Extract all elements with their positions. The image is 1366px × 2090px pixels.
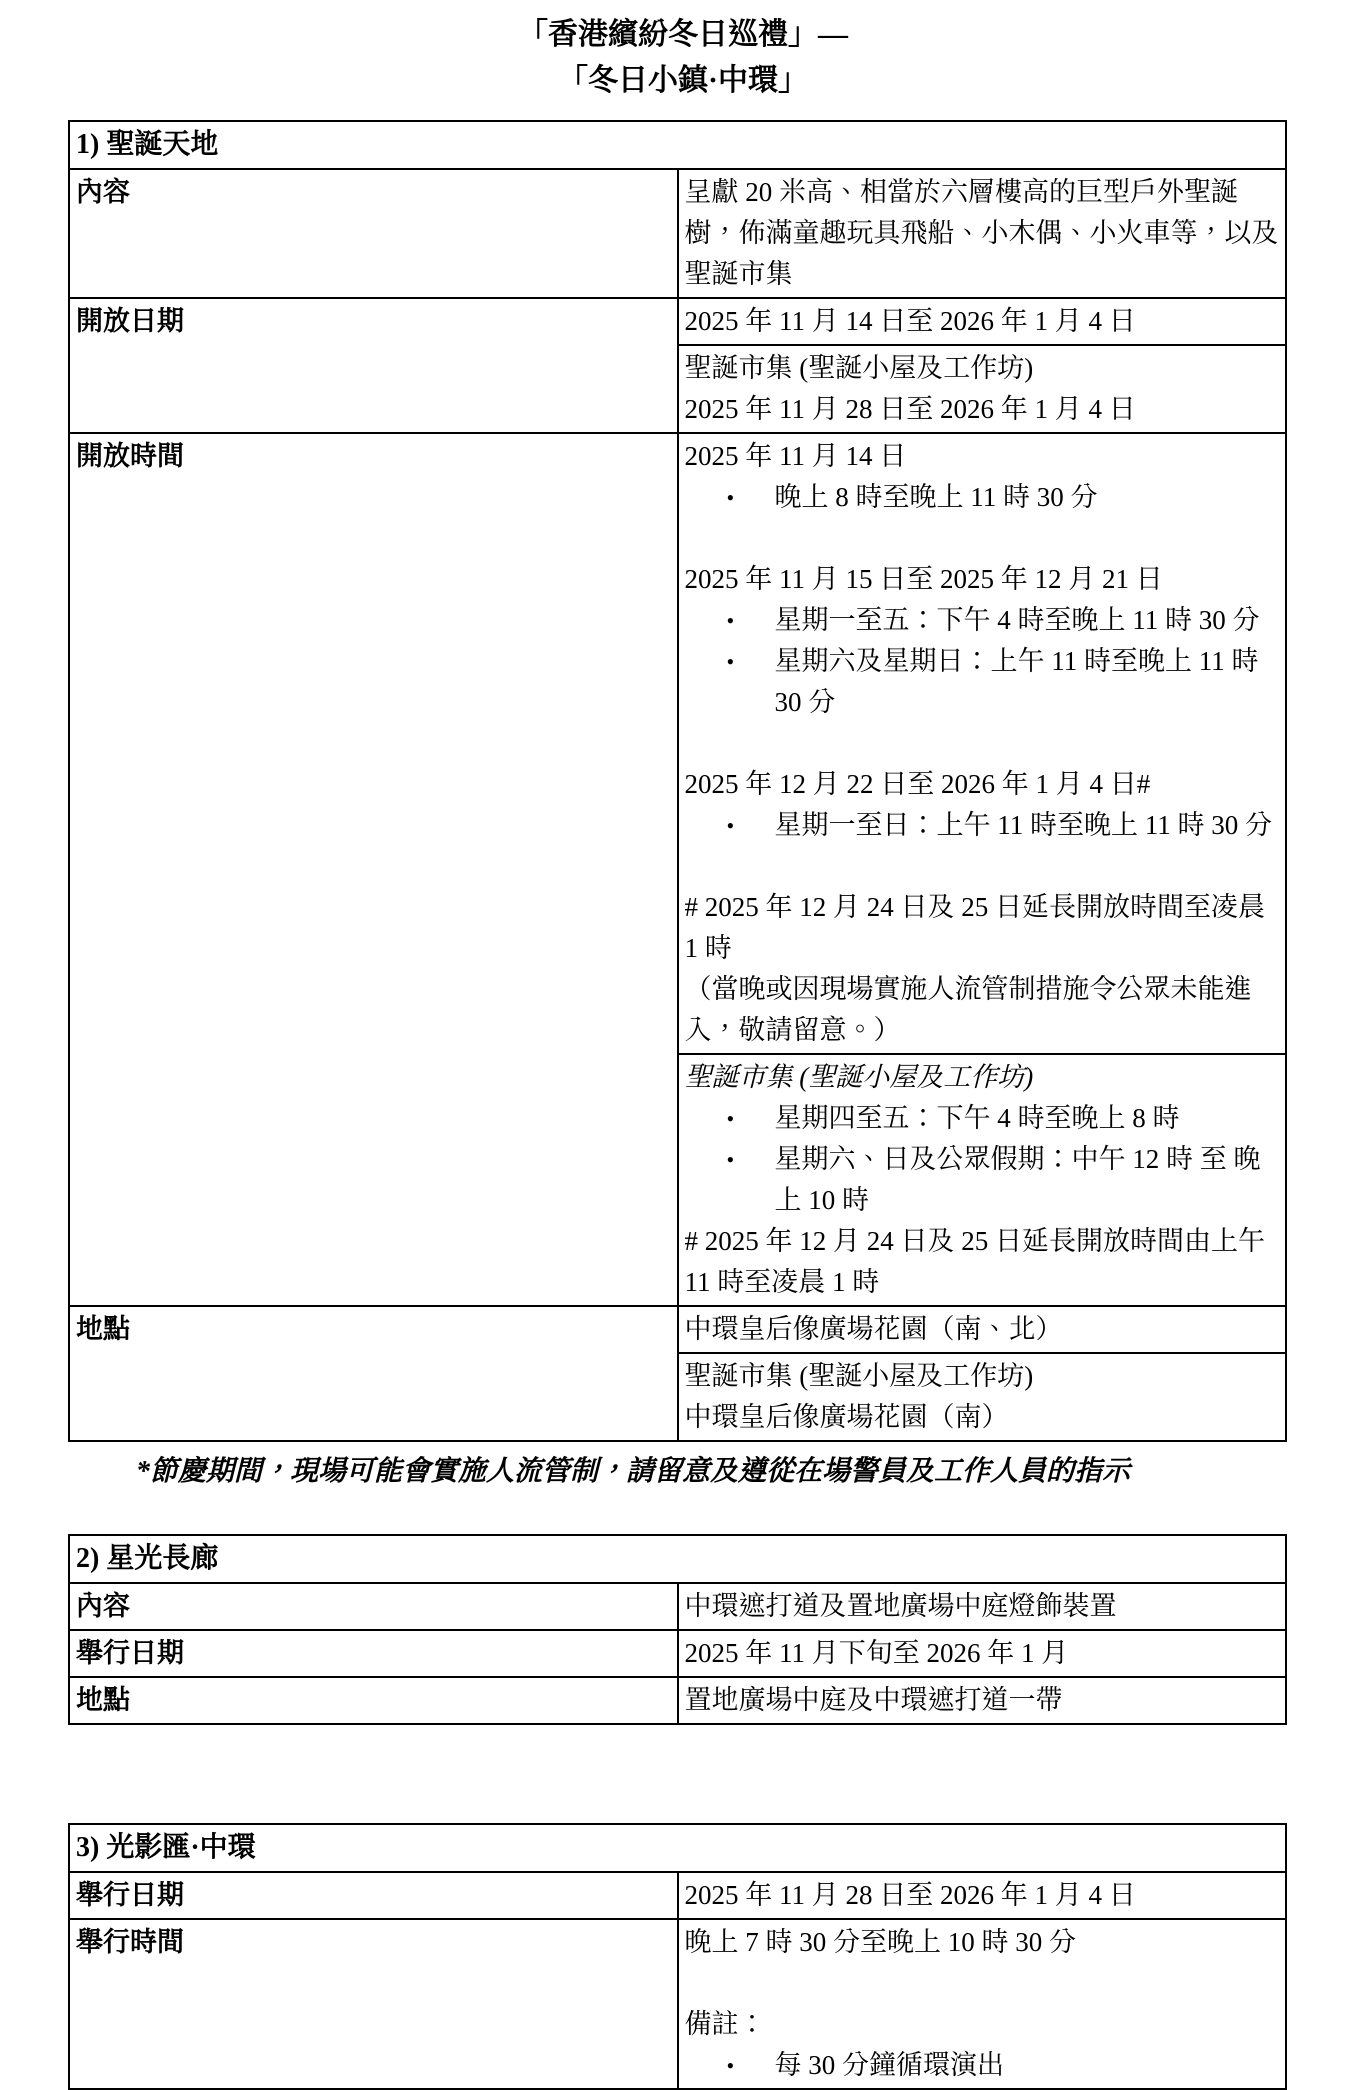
- row-cell: [678, 1054, 1287, 1306]
- cell-line: 2025 年 11 月 28 日至 2026 年 1 月 4 日: [684, 394, 1136, 424]
- cell-line: 聖誕市集 (聖誕小屋及工作坊): [684, 1062, 1034, 1092]
- table-row: [69, 298, 1286, 345]
- table-row: [69, 1919, 1286, 2089]
- cell-line: 聖誕市集 (聖誕小屋及工作坊): [684, 1361, 1034, 1391]
- bullet-text: 星期六、日及公眾假期：中午 12 時 至 晚上 10 時: [774, 1144, 1261, 1215]
- row-cell: [678, 433, 1287, 1054]
- cell-line: 呈獻 20 米高、相當於六層樓高的巨型戶外聖誕樹，佈滿童趣玩具飛船、小木偶、小火車等，以及聖誕市集: [684, 177, 1279, 289]
- note-text: *節慶期間，現場可能會實施人流管制，請留意及遵從在場警員及工作人員的指示: [136, 1456, 1131, 1487]
- table-title-row: [69, 1824, 1286, 1872]
- bullet-text: 星期四至五：下午 4 時至晚上 8 時: [774, 1103, 1180, 1133]
- cell-line: 置地廣場中庭及中環遮打道一帶: [684, 1685, 1063, 1715]
- bullet-icon: •: [726, 1106, 735, 1131]
- row-cell: [678, 1677, 1287, 1724]
- bullet-item: [685, 1139, 1280, 1221]
- row-cell: [678, 1306, 1287, 1353]
- cell-line: # 2025 年 12 月 24 日及 25 日延長開放時間至凌晨 1 時: [684, 892, 1265, 963]
- cell-line: 2025 年 11 月下旬至 2026 年 1 月: [684, 1638, 1069, 1668]
- table-row: [69, 1872, 1286, 1919]
- cell-line: 2025 年 12 月 22 日至 2026 年 1 月 4 日#: [684, 769, 1151, 799]
- row-label: 舉行日期: [69, 1630, 678, 1677]
- event-table: [68, 120, 1287, 1442]
- table-title-row: [69, 121, 1286, 169]
- row-cell: [678, 1872, 1287, 1919]
- row-label: 地點: [69, 1677, 678, 1724]
- row-label: 開放時間: [69, 433, 678, 1306]
- tables-area: [68, 120, 1287, 2090]
- table-row: [69, 433, 1286, 1054]
- event-table-avenue-of-stars: [68, 1534, 1287, 1725]
- event-table: [68, 1823, 1287, 2090]
- bullet-text: 星期一至五：下午 4 時至晚上 11 時 30 分: [774, 605, 1260, 635]
- cell-line: 2025 年 11 月 14 日: [684, 441, 907, 471]
- row-cell: [678, 169, 1287, 298]
- cell-line: 中環皇后像廣場花園（南）: [684, 1402, 1009, 1432]
- blank-line: [685, 846, 1280, 887]
- bullet-icon: •: [726, 2053, 735, 2078]
- bullet-text: 星期一至日：上午 11 時至晚上 11 時 30 分: [774, 810, 1272, 840]
- table-row: [69, 1583, 1286, 1630]
- row-label: 舉行時間: [69, 1919, 678, 2089]
- bullet-text: 晚上 8 時至晚上 11 時 30 分: [774, 482, 1098, 512]
- event-table-christmas-town: [68, 120, 1287, 1442]
- table-row: [69, 1677, 1286, 1724]
- cell-line: 中環遮打道及置地廣場中庭燈飾裝置: [684, 1591, 1117, 1621]
- table-title: 2) 星光長廊: [69, 1535, 1286, 1583]
- cell-line: （當晚或因現場實施人流管制措施令公眾未能進入，敬請留意。）: [684, 974, 1252, 1045]
- row-label: 開放日期: [69, 298, 678, 433]
- row-label: 舉行日期: [69, 1872, 678, 1919]
- bullet-icon: •: [726, 649, 735, 674]
- bullet-text: 星期六及星期日：上午 11 時至晚上 11 時 30 分: [774, 646, 1259, 717]
- cell-line: 備註：: [684, 2009, 766, 2039]
- blank-line: [685, 518, 1280, 559]
- row-cell: [678, 298, 1287, 345]
- table-title: 3) 光影匯·中環: [69, 1824, 1286, 1872]
- cell-line: 中環皇后像廣場花園（南、北）: [684, 1314, 1063, 1344]
- spacer: [68, 1494, 1287, 1534]
- cell-line: 聖誕市集 (聖誕小屋及工作坊): [684, 353, 1034, 383]
- row-label: 地點: [69, 1306, 678, 1441]
- cell-line: # 2025 年 12 月 24 日及 25 日延長開放時間由上午 11 時至凌晨 1 時: [684, 1226, 1265, 1297]
- table-title-row: [69, 1535, 1286, 1583]
- cell-line: 晚上 7 時 30 分至晚上 10 時 30 分: [684, 1927, 1076, 1957]
- row-label: 內容: [69, 169, 678, 298]
- page-title-line1: 「香港繽紛冬日巡禮」—: [518, 18, 848, 51]
- cell-line: 2025 年 11 月 28 日至 2026 年 1 月 4 日: [684, 1880, 1136, 1910]
- bullet-icon: •: [726, 608, 735, 633]
- bullet-item: [685, 600, 1280, 641]
- spacer: [68, 1725, 1287, 1823]
- row-cell: [678, 1583, 1287, 1630]
- bullet-text: 每 30 分鐘循環演出: [774, 2050, 1004, 2080]
- bullet-item: [685, 477, 1280, 518]
- bullet-icon: •: [726, 813, 735, 838]
- blank-line: [685, 723, 1280, 764]
- blank-line: [685, 1963, 1280, 2004]
- bullet-item: [685, 2045, 1280, 2086]
- cell-line: 2025 年 11 月 14 日至 2026 年 1 月 4 日: [684, 306, 1136, 336]
- table-row: [69, 1630, 1286, 1677]
- table-row: [69, 1306, 1286, 1353]
- cell-line: 2025 年 11 月 15 日至 2025 年 12 月 21 日: [684, 564, 1163, 594]
- page-title-line2: 「冬日小鎮·中環」: [557, 64, 808, 97]
- row-cell: [678, 1919, 1287, 2089]
- bullet-icon: •: [726, 1147, 735, 1172]
- event-table: [68, 1534, 1287, 1725]
- row-cell: [678, 1630, 1287, 1677]
- document-title: [0, 12, 1366, 104]
- event-table-light-show: [68, 1823, 1287, 2090]
- bullet-icon: •: [726, 485, 735, 510]
- bullet-item: [685, 641, 1280, 723]
- table-row: [69, 169, 1286, 298]
- table-title: 1) 聖誕天地: [69, 121, 1286, 169]
- row-label: 內容: [69, 1583, 678, 1630]
- row-cell: [678, 345, 1287, 433]
- row-cell: [678, 1353, 1287, 1441]
- bullet-item: [685, 1098, 1280, 1139]
- bullet-item: [685, 805, 1280, 846]
